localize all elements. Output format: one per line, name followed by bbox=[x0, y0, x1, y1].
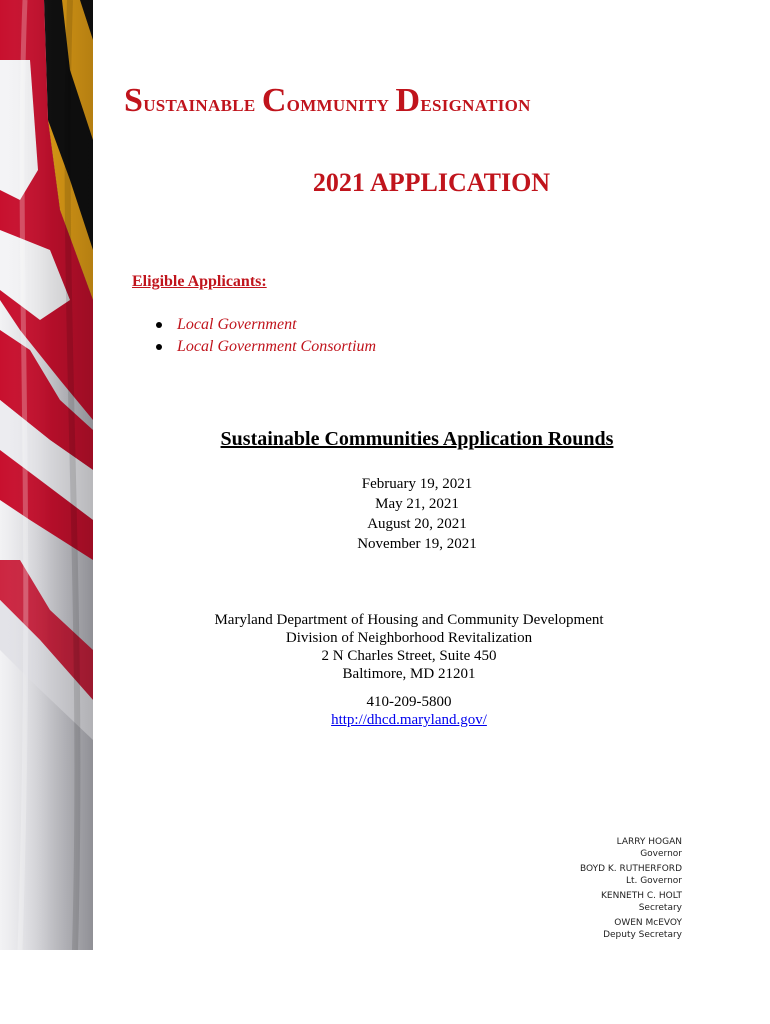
official-role: Secretary bbox=[638, 903, 682, 913]
list-item: Local Government bbox=[152, 314, 376, 336]
eligible-applicants-heading: Eligible Applicants: bbox=[132, 273, 267, 290]
document-title bbox=[124, 82, 764, 120]
department-name: Maryland Department of Housing and Community Development bbox=[214, 612, 604, 628]
document-subtitle: 2021 APPLICATION bbox=[312, 168, 551, 197]
official-entry bbox=[580, 890, 682, 914]
official-name: BOYD K. RUTHERFORD bbox=[579, 864, 682, 874]
city-address: Baltimore, MD 21201 bbox=[342, 666, 476, 682]
application-rounds-heading: Sustainable Communities Application Rounds bbox=[220, 428, 614, 450]
round-date: February 19, 2021 bbox=[361, 476, 473, 492]
title-word-2: Community bbox=[261, 82, 390, 119]
website-link[interactable]: http://dhcd.maryland.gov/ bbox=[331, 712, 487, 728]
official-entry bbox=[580, 863, 682, 887]
round-dates-list bbox=[93, 474, 741, 554]
list-item: Local Government Consortium bbox=[152, 336, 376, 358]
division-name: Division of Neighborhood Revitalization bbox=[285, 630, 533, 646]
round-date: November 19, 2021 bbox=[357, 536, 477, 552]
official-entry bbox=[580, 917, 682, 941]
maryland-flag-image bbox=[0, 0, 93, 950]
title-word-1: Sustainable bbox=[124, 82, 256, 119]
official-role: Governor bbox=[640, 849, 682, 859]
official-name: LARRY HOGAN bbox=[616, 837, 682, 847]
official-role: Lt. Governor bbox=[625, 876, 682, 886]
round-date: August 20, 2021 bbox=[367, 516, 467, 532]
department-contact-block bbox=[93, 611, 725, 729]
official-role: Deputy Secretary bbox=[603, 930, 682, 940]
eligible-applicants-list bbox=[152, 314, 376, 358]
title-word-3: Designation bbox=[395, 82, 531, 119]
official-name: OWEN McEVOY bbox=[614, 918, 682, 928]
round-date: May 21, 2021 bbox=[375, 496, 459, 512]
phone-number: 410-209-5800 bbox=[366, 694, 452, 710]
street-address: 2 N Charles Street, Suite 450 bbox=[321, 648, 497, 664]
official-entry bbox=[580, 836, 682, 860]
officials-block bbox=[580, 836, 682, 944]
official-name: KENNETH C. HOLT bbox=[601, 891, 682, 901]
